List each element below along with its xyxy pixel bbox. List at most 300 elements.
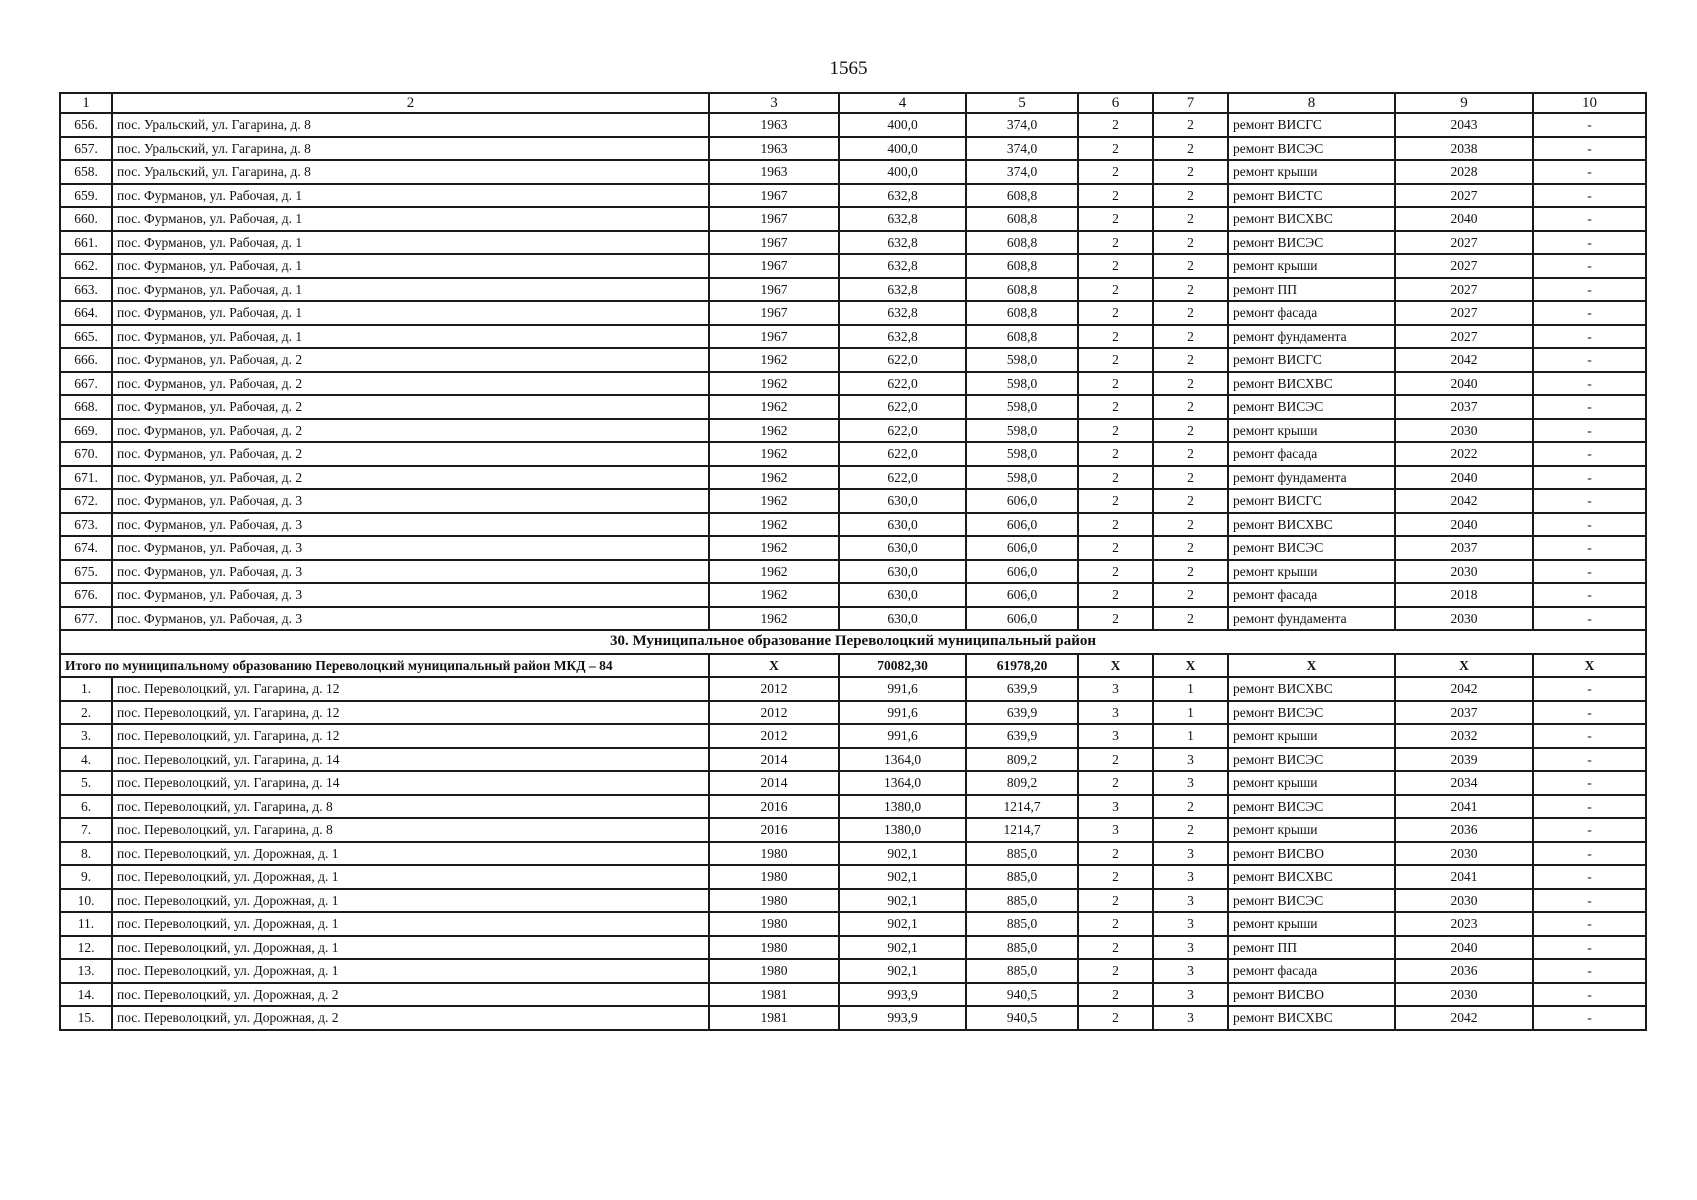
work-type-cell: ремонт ВИСЭС <box>1228 701 1395 725</box>
planned-year-cell: 2042 <box>1395 348 1533 372</box>
work-type-cell: ремонт ВИСЭС <box>1228 748 1395 772</box>
note-cell: - <box>1533 160 1646 184</box>
table-row <box>60 748 1646 772</box>
note-cell: - <box>1533 466 1646 490</box>
note-cell: - <box>1533 724 1646 748</box>
address-cell: пос. Переволоцкий, ул. Дорожная, д. 1 <box>112 865 709 889</box>
note-cell: - <box>1533 113 1646 137</box>
address-cell: пос. Фурманов, ул. Рабочая, д. 2 <box>112 442 709 466</box>
note-cell: - <box>1533 959 1646 983</box>
floors-cell: 2 <box>1078 959 1153 983</box>
work-type-cell: ремонт фундамента <box>1228 325 1395 349</box>
table-row <box>60 842 1646 866</box>
living-area-cell: 940,5 <box>966 1006 1078 1030</box>
total-label: Итого по муниципальному образованию Переволоцкий муниципальный район МКД – 84 <box>60 654 709 678</box>
address-cell: пос. Переволоцкий, ул. Дорожная, д. 1 <box>112 889 709 913</box>
total-area-cell: 1380,0 <box>839 818 966 842</box>
entrances-cell: 2 <box>1153 583 1228 607</box>
note-cell: - <box>1533 278 1646 302</box>
floors-cell: 2 <box>1078 184 1153 208</box>
column-header-7: 7 <box>1153 93 1228 113</box>
total-area-cell: 993,9 <box>839 1006 966 1030</box>
table-row <box>60 278 1646 302</box>
entrances-cell: 3 <box>1153 959 1228 983</box>
entrances-cell: 2 <box>1153 513 1228 537</box>
table-row <box>60 513 1646 537</box>
floors-cell: 2 <box>1078 748 1153 772</box>
address-cell: пос. Фурманов, ул. Рабочая, д. 2 <box>112 348 709 372</box>
planned-year-cell: 2030 <box>1395 607 1533 631</box>
total-area-cell: 622,0 <box>839 419 966 443</box>
row-number-cell: 3. <box>60 724 112 748</box>
work-type-cell: ремонт ВИСХВС <box>1228 513 1395 537</box>
note-cell: - <box>1533 301 1646 325</box>
note-cell: - <box>1533 583 1646 607</box>
table-body <box>60 113 1646 1030</box>
column-number-row <box>60 93 1646 113</box>
entrances-cell: 2 <box>1153 489 1228 513</box>
address-cell: пос. Фурманов, ул. Рабочая, д. 3 <box>112 560 709 584</box>
row-number-cell: 2. <box>60 701 112 725</box>
entrances-cell: 2 <box>1153 560 1228 584</box>
year-built-cell: 2012 <box>709 701 839 725</box>
total-value-cell: 61978,20 <box>966 654 1078 678</box>
entrances-cell: 3 <box>1153 936 1228 960</box>
entrances-cell: 2 <box>1153 207 1228 231</box>
note-cell: - <box>1533 231 1646 255</box>
planned-year-cell: 2030 <box>1395 842 1533 866</box>
row-number-cell: 673. <box>60 513 112 537</box>
floors-cell: 2 <box>1078 513 1153 537</box>
year-built-cell: 1980 <box>709 959 839 983</box>
work-type-cell: ремонт крыши <box>1228 912 1395 936</box>
row-number-cell: 672. <box>60 489 112 513</box>
table-row <box>60 865 1646 889</box>
entrances-cell: 2 <box>1153 137 1228 161</box>
row-number-cell: 7. <box>60 818 112 842</box>
floors-cell: 3 <box>1078 701 1153 725</box>
row-number-cell: 671. <box>60 466 112 490</box>
table-row <box>60 254 1646 278</box>
total-area-cell: 991,6 <box>839 677 966 701</box>
floors-cell: 2 <box>1078 372 1153 396</box>
living-area-cell: 885,0 <box>966 842 1078 866</box>
year-built-cell: 1962 <box>709 466 839 490</box>
address-cell: пос. Фурманов, ул. Рабочая, д. 2 <box>112 395 709 419</box>
total-area-cell: 902,1 <box>839 889 966 913</box>
total-value-cell: Х <box>1395 654 1533 678</box>
total-area-cell: 1364,0 <box>839 748 966 772</box>
address-cell: пос. Фурманов, ул. Рабочая, д. 2 <box>112 419 709 443</box>
address-cell: пос. Фурманов, ул. Рабочая, д. 1 <box>112 207 709 231</box>
year-built-cell: 1962 <box>709 419 839 443</box>
page-number: 1565 <box>829 58 868 79</box>
table-row <box>60 348 1646 372</box>
living-area-cell: 606,0 <box>966 536 1078 560</box>
entrances-cell: 2 <box>1153 231 1228 255</box>
table-row <box>60 889 1646 913</box>
entrances-cell: 2 <box>1153 184 1228 208</box>
work-type-cell: ремонт фасада <box>1228 442 1395 466</box>
note-cell: - <box>1533 254 1646 278</box>
row-number-cell: 12. <box>60 936 112 960</box>
planned-year-cell: 2036 <box>1395 959 1533 983</box>
planned-year-cell: 2018 <box>1395 583 1533 607</box>
note-cell: - <box>1533 865 1646 889</box>
row-number-cell: 8. <box>60 842 112 866</box>
planned-year-cell: 2030 <box>1395 419 1533 443</box>
work-type-cell: ремонт ВИСЭС <box>1228 536 1395 560</box>
living-area-cell: 940,5 <box>966 983 1078 1007</box>
total-area-cell: 630,0 <box>839 560 966 584</box>
floors-cell: 2 <box>1078 865 1153 889</box>
living-area-cell: 598,0 <box>966 348 1078 372</box>
floors-cell: 2 <box>1078 278 1153 302</box>
floors-cell: 2 <box>1078 231 1153 255</box>
planned-year-cell: 2041 <box>1395 795 1533 819</box>
row-number-cell: 663. <box>60 278 112 302</box>
entrances-cell: 3 <box>1153 1006 1228 1030</box>
address-cell: пос. Переволоцкий, ул. Дорожная, д. 1 <box>112 912 709 936</box>
living-area-cell: 1214,7 <box>966 818 1078 842</box>
table-row <box>60 466 1646 490</box>
row-number-cell: 660. <box>60 207 112 231</box>
address-cell: пос. Переволоцкий, ул. Гагарина, д. 8 <box>112 795 709 819</box>
address-cell: пос. Уральский, ул. Гагарина, д. 8 <box>112 113 709 137</box>
work-type-cell: ремонт крыши <box>1228 560 1395 584</box>
total-value-cell: Х <box>1228 654 1395 678</box>
floors-cell: 2 <box>1078 607 1153 631</box>
note-cell: - <box>1533 395 1646 419</box>
floors-cell: 2 <box>1078 442 1153 466</box>
entrances-cell: 2 <box>1153 466 1228 490</box>
living-area-cell: 639,9 <box>966 677 1078 701</box>
planned-year-cell: 2034 <box>1395 771 1533 795</box>
total-value-cell: Х <box>709 654 839 678</box>
note-cell: - <box>1533 207 1646 231</box>
floors-cell: 2 <box>1078 160 1153 184</box>
work-type-cell: ремонт крыши <box>1228 254 1395 278</box>
address-cell: пос. Фурманов, ул. Рабочая, д. 3 <box>112 607 709 631</box>
living-area-cell: 608,8 <box>966 301 1078 325</box>
column-header-10: 10 <box>1533 93 1646 113</box>
living-area-cell: 606,0 <box>966 513 1078 537</box>
work-type-cell: ремонт ВИСХВС <box>1228 372 1395 396</box>
floors-cell: 2 <box>1078 466 1153 490</box>
floors-cell: 2 <box>1078 207 1153 231</box>
note-cell: - <box>1533 748 1646 772</box>
row-number-cell: 4. <box>60 748 112 772</box>
living-area-cell: 606,0 <box>966 583 1078 607</box>
table-row <box>60 959 1646 983</box>
living-area-cell: 606,0 <box>966 607 1078 631</box>
table-row <box>60 983 1646 1007</box>
floors-cell: 2 <box>1078 583 1153 607</box>
address-cell: пос. Фурманов, ул. Рабочая, д. 1 <box>112 301 709 325</box>
year-built-cell: 1967 <box>709 301 839 325</box>
row-number-cell: 6. <box>60 795 112 819</box>
year-built-cell: 2016 <box>709 818 839 842</box>
column-header-2: 2 <box>112 93 709 113</box>
row-number-cell: 662. <box>60 254 112 278</box>
column-header-6: 6 <box>1078 93 1153 113</box>
total-area-cell: 1364,0 <box>839 771 966 795</box>
entrances-cell: 2 <box>1153 795 1228 819</box>
living-area-cell: 608,8 <box>966 278 1078 302</box>
work-type-cell: ремонт ВИСГС <box>1228 113 1395 137</box>
work-type-cell: ремонт ВИСЭС <box>1228 231 1395 255</box>
address-cell: пос. Переволоцкий, ул. Дорожная, д. 1 <box>112 959 709 983</box>
living-area-cell: 639,9 <box>966 701 1078 725</box>
work-type-cell: ремонт ВИСЭС <box>1228 137 1395 161</box>
planned-year-cell: 2030 <box>1395 889 1533 913</box>
address-cell: пос. Переволоцкий, ул. Гагарина, д. 14 <box>112 748 709 772</box>
planned-year-cell: 2037 <box>1395 701 1533 725</box>
total-area-cell: 993,9 <box>839 983 966 1007</box>
column-header-1: 1 <box>60 93 112 113</box>
address-cell: пос. Переволоцкий, ул. Дорожная, д. 1 <box>112 842 709 866</box>
total-area-cell: 632,8 <box>839 207 966 231</box>
table-row <box>60 795 1646 819</box>
work-type-cell: ремонт ВИСЭС <box>1228 395 1395 419</box>
total-area-cell: 400,0 <box>839 137 966 161</box>
entrances-cell: 2 <box>1153 419 1228 443</box>
row-number-cell: 677. <box>60 607 112 631</box>
note-cell: - <box>1533 889 1646 913</box>
total-area-cell: 630,0 <box>839 607 966 631</box>
work-type-cell: ремонт фундамента <box>1228 466 1395 490</box>
planned-year-cell: 2040 <box>1395 513 1533 537</box>
floors-cell: 3 <box>1078 818 1153 842</box>
floors-cell: 2 <box>1078 113 1153 137</box>
year-built-cell: 1962 <box>709 442 839 466</box>
column-header-4: 4 <box>839 93 966 113</box>
work-type-cell: ремонт крыши <box>1228 818 1395 842</box>
note-cell: - <box>1533 348 1646 372</box>
table-row <box>60 771 1646 795</box>
living-area-cell: 598,0 <box>966 442 1078 466</box>
living-area-cell: 608,8 <box>966 254 1078 278</box>
address-cell: пос. Переволоцкий, ул. Гагарина, д. 8 <box>112 818 709 842</box>
work-type-cell: ремонт ВИСГС <box>1228 489 1395 513</box>
row-number-cell: 658. <box>60 160 112 184</box>
row-number-cell: 1. <box>60 677 112 701</box>
entrances-cell: 3 <box>1153 912 1228 936</box>
work-type-cell: ремонт фасада <box>1228 583 1395 607</box>
note-cell: - <box>1533 372 1646 396</box>
work-type-cell: ремонт ВИСХВС <box>1228 865 1395 889</box>
note-cell: - <box>1533 842 1646 866</box>
planned-year-cell: 2023 <box>1395 912 1533 936</box>
entrances-cell: 3 <box>1153 842 1228 866</box>
planned-year-cell: 2042 <box>1395 677 1533 701</box>
work-type-cell: ремонт фундамента <box>1228 607 1395 631</box>
total-value-cell: 70082,30 <box>839 654 966 678</box>
floors-cell: 2 <box>1078 419 1153 443</box>
address-cell: пос. Переволоцкий, ул. Дорожная, д. 2 <box>112 983 709 1007</box>
year-built-cell: 1967 <box>709 231 839 255</box>
note-cell: - <box>1533 184 1646 208</box>
total-area-cell: 991,6 <box>839 701 966 725</box>
total-area-cell: 632,8 <box>839 184 966 208</box>
note-cell: - <box>1533 325 1646 349</box>
year-built-cell: 2016 <box>709 795 839 819</box>
floors-cell: 2 <box>1078 325 1153 349</box>
row-number-cell: 676. <box>60 583 112 607</box>
total-value-cell: Х <box>1533 654 1646 678</box>
planned-year-cell: 2042 <box>1395 1006 1533 1030</box>
year-built-cell: 1963 <box>709 113 839 137</box>
entrances-cell: 1 <box>1153 701 1228 725</box>
note-cell: - <box>1533 489 1646 513</box>
section-title: 30. Муниципальное образование Переволоцкий муниципальный район <box>60 630 1646 654</box>
address-cell: пос. Фурманов, ул. Рабочая, д. 3 <box>112 489 709 513</box>
floors-cell: 3 <box>1078 724 1153 748</box>
work-type-cell: ремонт ВИСЭС <box>1228 889 1395 913</box>
year-built-cell: 1962 <box>709 607 839 631</box>
address-cell: пос. Уральский, ул. Гагарина, д. 8 <box>112 137 709 161</box>
floors-cell: 3 <box>1078 677 1153 701</box>
year-built-cell: 1962 <box>709 513 839 537</box>
address-cell: пос. Переволоцкий, ул. Гагарина, д. 12 <box>112 701 709 725</box>
year-built-cell: 1963 <box>709 160 839 184</box>
planned-year-cell: 2037 <box>1395 395 1533 419</box>
address-cell: пос. Фурманов, ул. Рабочая, д. 3 <box>112 513 709 537</box>
planned-year-cell: 2037 <box>1395 536 1533 560</box>
note-cell: - <box>1533 419 1646 443</box>
table-row <box>60 442 1646 466</box>
entrances-cell: 2 <box>1153 325 1228 349</box>
floors-cell: 3 <box>1078 795 1153 819</box>
address-cell: пос. Фурманов, ул. Рабочая, д. 1 <box>112 254 709 278</box>
row-number-cell: 657. <box>60 137 112 161</box>
entrances-cell: 2 <box>1153 348 1228 372</box>
total-area-cell: 630,0 <box>839 513 966 537</box>
planned-year-cell: 2030 <box>1395 983 1533 1007</box>
work-type-cell: ремонт ПП <box>1228 278 1395 302</box>
note-cell: - <box>1533 677 1646 701</box>
address-cell: пос. Фурманов, ул. Рабочая, д. 1 <box>112 325 709 349</box>
planned-year-cell: 2027 <box>1395 325 1533 349</box>
year-built-cell: 1980 <box>709 842 839 866</box>
planned-year-cell: 2041 <box>1395 865 1533 889</box>
address-cell: пос. Фурманов, ул. Рабочая, д. 1 <box>112 184 709 208</box>
year-built-cell: 1962 <box>709 583 839 607</box>
address-cell: пос. Фурманов, ул. Рабочая, д. 1 <box>112 231 709 255</box>
address-cell: пос. Фурманов, ул. Рабочая, д. 1 <box>112 278 709 302</box>
planned-year-cell: 2027 <box>1395 301 1533 325</box>
living-area-cell: 639,9 <box>966 724 1078 748</box>
work-type-cell: ремонт ВИСХВС <box>1228 1006 1395 1030</box>
table-row <box>60 818 1646 842</box>
year-built-cell: 1962 <box>709 395 839 419</box>
planned-year-cell: 2040 <box>1395 936 1533 960</box>
column-header-5: 5 <box>966 93 1078 113</box>
work-type-cell: ремонт крыши <box>1228 160 1395 184</box>
total-area-cell: 400,0 <box>839 160 966 184</box>
year-built-cell: 1962 <box>709 489 839 513</box>
total-area-cell: 902,1 <box>839 842 966 866</box>
floors-cell: 2 <box>1078 1006 1153 1030</box>
total-area-cell: 902,1 <box>839 865 966 889</box>
floors-cell: 2 <box>1078 395 1153 419</box>
floors-cell: 2 <box>1078 301 1153 325</box>
floors-cell: 2 <box>1078 771 1153 795</box>
total-area-cell: 902,1 <box>839 936 966 960</box>
entrances-cell: 2 <box>1153 372 1228 396</box>
entrances-cell: 2 <box>1153 278 1228 302</box>
table-row <box>60 489 1646 513</box>
entrances-cell: 1 <box>1153 724 1228 748</box>
planned-year-cell: 2040 <box>1395 466 1533 490</box>
entrances-cell: 2 <box>1153 160 1228 184</box>
note-cell: - <box>1533 442 1646 466</box>
total-area-cell: 630,0 <box>839 489 966 513</box>
entrances-cell: 2 <box>1153 254 1228 278</box>
floors-cell: 2 <box>1078 137 1153 161</box>
year-built-cell: 1967 <box>709 207 839 231</box>
living-area-cell: 606,0 <box>966 489 1078 513</box>
table-row <box>60 372 1646 396</box>
note-cell: - <box>1533 936 1646 960</box>
total-area-cell: 622,0 <box>839 442 966 466</box>
planned-year-cell: 2027 <box>1395 254 1533 278</box>
floors-cell: 2 <box>1078 536 1153 560</box>
row-number-cell: 666. <box>60 348 112 372</box>
table-row <box>60 677 1646 701</box>
address-cell: пос. Переволоцкий, ул. Гагарина, д. 14 <box>112 771 709 795</box>
work-type-cell: ремонт крыши <box>1228 724 1395 748</box>
year-built-cell: 2014 <box>709 748 839 772</box>
row-number-cell: 664. <box>60 301 112 325</box>
note-cell: - <box>1533 1006 1646 1030</box>
living-area-cell: 598,0 <box>966 419 1078 443</box>
table-row <box>60 724 1646 748</box>
floors-cell: 2 <box>1078 254 1153 278</box>
living-area-cell: 1214,7 <box>966 795 1078 819</box>
living-area-cell: 809,2 <box>966 748 1078 772</box>
table-row <box>60 160 1646 184</box>
total-area-cell: 991,6 <box>839 724 966 748</box>
table-row <box>60 419 1646 443</box>
table-row <box>60 701 1646 725</box>
year-built-cell: 2012 <box>709 677 839 701</box>
work-type-cell: ремонт фасада <box>1228 301 1395 325</box>
living-area-cell: 606,0 <box>966 560 1078 584</box>
row-number-cell: 670. <box>60 442 112 466</box>
planned-year-cell: 2039 <box>1395 748 1533 772</box>
work-type-cell: ремонт ВИСЭС <box>1228 795 1395 819</box>
year-built-cell: 1967 <box>709 278 839 302</box>
work-type-cell: ремонт ВИСВО <box>1228 983 1395 1007</box>
address-cell: пос. Фурманов, ул. Рабочая, д. 3 <box>112 536 709 560</box>
section-header-row <box>60 630 1646 654</box>
entrances-cell: 2 <box>1153 395 1228 419</box>
total-area-cell: 632,8 <box>839 325 966 349</box>
living-area-cell: 885,0 <box>966 865 1078 889</box>
note-cell: - <box>1533 701 1646 725</box>
total-area-cell: 632,8 <box>839 254 966 278</box>
row-number-cell: 661. <box>60 231 112 255</box>
entrances-cell: 3 <box>1153 865 1228 889</box>
entrances-cell: 2 <box>1153 607 1228 631</box>
floors-cell: 2 <box>1078 560 1153 584</box>
table-row <box>60 583 1646 607</box>
table-row <box>60 231 1646 255</box>
row-number-cell: 668. <box>60 395 112 419</box>
living-area-cell: 608,8 <box>966 184 1078 208</box>
work-type-cell: ремонт ПП <box>1228 936 1395 960</box>
